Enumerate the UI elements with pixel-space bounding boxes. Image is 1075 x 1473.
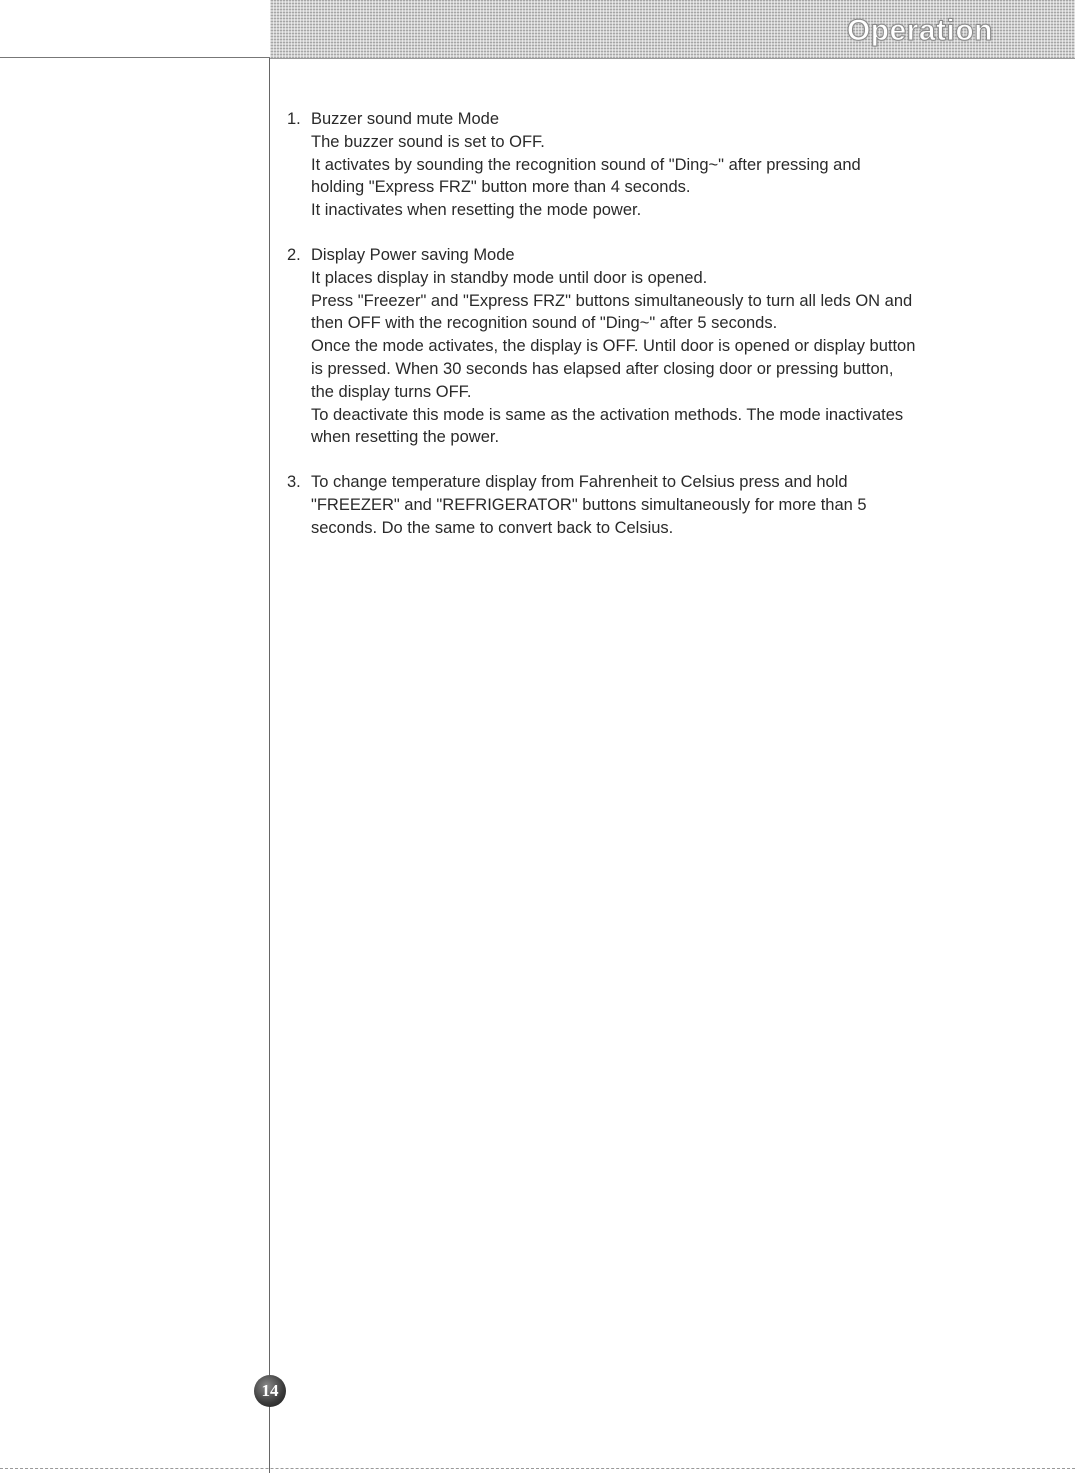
header-band xyxy=(270,0,1075,59)
page-number-badge xyxy=(254,1375,286,1407)
instruction-item-temperature-units xyxy=(287,471,1007,539)
margin-rule xyxy=(269,58,270,1473)
page-number: 14 xyxy=(261,1381,279,1400)
instruction-item-buzzer-mute xyxy=(287,108,1007,222)
instruction-item-display-power-saving xyxy=(287,244,1007,449)
item-line: Once the mode activates, the display is OFF. Until door is opened or display button xyxy=(311,337,916,356)
item-line: when resetting the power. xyxy=(311,428,500,447)
item-line: seconds. Do the same to convert back to Celsius. xyxy=(311,518,674,537)
item-line: Press "Freezer" and "Express FRZ" buttons simultaneously to turn all leds ON and xyxy=(311,291,913,310)
item-heading: Display Power saving Mode xyxy=(311,245,515,264)
item-line: It inactivates when resetting the mode power. xyxy=(311,201,642,220)
item-line: It places display in standby mode until door is opened. xyxy=(311,268,708,287)
item-line: then OFF with the recognition sound of "Ding~" after 5 seconds. xyxy=(311,314,778,333)
bottom-rule xyxy=(0,1468,1075,1469)
item-number: 1. xyxy=(287,110,301,128)
item-number: 3. xyxy=(287,473,301,492)
section-title: Operation xyxy=(846,14,993,47)
item-body xyxy=(311,108,1007,222)
item-line: The buzzer sound is set to OFF. xyxy=(311,132,545,151)
item-line: the display turns OFF. xyxy=(311,382,472,401)
item-line: holding "Express FRZ" button more than 4 seconds. xyxy=(311,178,691,197)
item-heading: To change temperature display from Fahrenheit to Celsius press and hold xyxy=(311,473,848,492)
instructions-content xyxy=(287,108,1007,562)
item-heading: Buzzer sound mute Mode xyxy=(311,110,500,128)
item-line: "FREEZER" and "REFRIGERATOR" buttons simultaneously for more than 5 xyxy=(311,495,867,514)
item-line: It activates by sounding the recognition sound of "Ding~" after pressing and xyxy=(311,155,861,174)
header-rule xyxy=(0,57,270,58)
item-line: To deactivate this mode is same as the activation methods. The mode inactivates xyxy=(311,405,904,424)
item-body xyxy=(311,471,1007,539)
item-body xyxy=(311,244,1007,449)
item-line: is pressed. When 30 seconds has elapsed after closing door or pressing button, xyxy=(311,359,894,378)
item-number: 2. xyxy=(287,245,301,264)
